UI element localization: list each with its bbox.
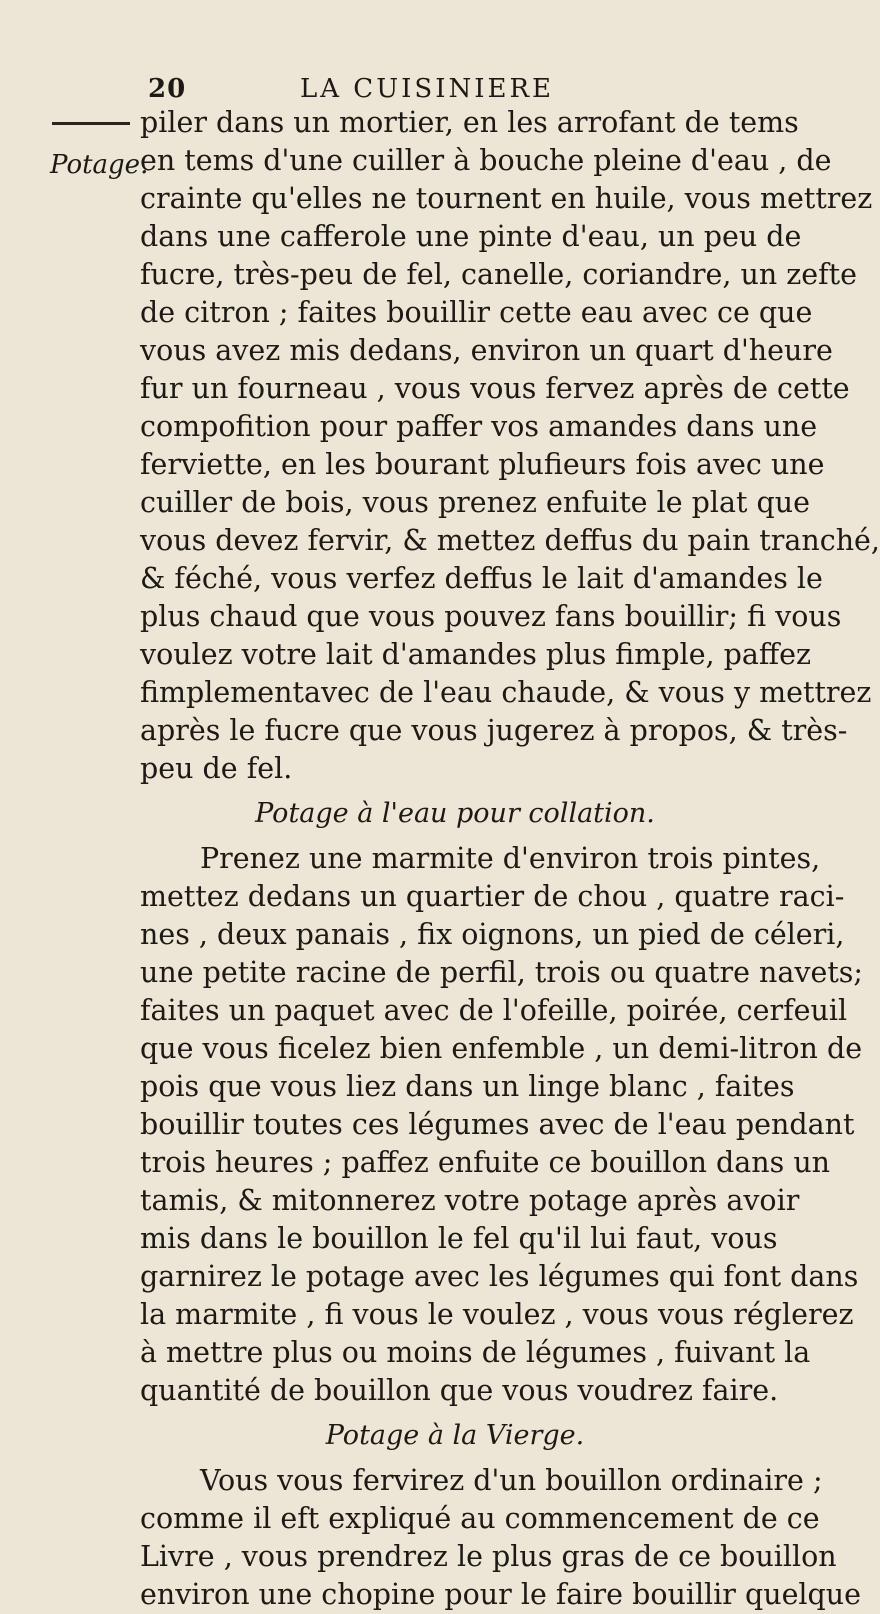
text-line: trois heures ; paffez enfuite ce bouillon dans un [140,1146,831,1179]
text-line: fucre, très-peu de fel, canelle, coriandre, un zefte [140,258,857,291]
body-text [140,104,880,1614]
section-heading: Potage à la Vierge. [325,1420,585,1451]
text-line: après le fucre que vous jugerez à propos, & très- [140,714,848,747]
text-line: mettez dedans un quartier de chou , quatre raci- [140,880,845,913]
text-line: garnirez le potage avec les légumes qui font dans [140,1260,859,1293]
text-line: en tems d'une cuiller à bouche pleine d'eau , de [140,144,832,177]
running-title: LA CUISINIERE [300,74,555,104]
text-line: crainte qu'elles ne tournent en huile, vous mettrez [140,182,873,215]
text-line: fur un fourneau , vous vous fervez après de cette [140,372,850,405]
text-line: fimplementavec de l'eau chaude, & vous y mettrez [140,676,872,709]
text-line: pois que vous liez dans un linge blanc , faites [140,1070,795,1103]
text-line: compofition pour paffer vos amandes dans une [140,410,818,443]
text-line: quantité de bouillon que vous voudrez faire. [140,1374,779,1407]
text-line: comme il eft expliqué au commencement de ce [140,1502,820,1535]
text-line: ferviette, en les bourant plufieurs fois avec une [140,448,825,481]
text-line: la marmite , fi vous le voulez , vous vous réglerez [140,1298,854,1331]
text-line: une petite racine de perfil, trois ou quatre navets; [140,956,864,989]
text-line: & féché, vous verfez deffus le lait d'amandes le [140,562,823,595]
section-heading: Potage à l'eau pour collation. [255,798,655,829]
text-line: nes , deux panais , fix oignons, un pied de céleri, [140,918,845,951]
margin-rule [52,122,130,125]
text-line: mis dans le bouillon le fel qu'il lui faut, vous [140,1222,778,1255]
text-line: voulez votre lait d'amandes plus fimple, paffez [140,638,812,671]
text-line: à mettre plus ou moins de légumes , fuivant la [140,1336,811,1369]
text-line: Vous vous fervirez d'un bouillon ordinaire ; [200,1464,823,1497]
text-line: bouillir toutes ces légumes avec de l'eau pendant [140,1108,855,1141]
text-line: piler dans un mortier, en les arrofant de tems [140,106,799,139]
text-line: plus chaud que vous pouvez fans bouillir; fi vous [140,600,842,633]
text-line: environ une chopine pour le faire bouillir quelque [140,1578,862,1611]
text-line: Prenez une marmite d'environ trois pintes, [200,842,821,875]
text-line: faites un paquet avec de l'ofeille, poirée, cerfeuil [140,994,848,1027]
text-line: de citron ; faites bouillir cette eau avec ce que [140,296,813,329]
text-line: Livre , vous prendrez le plus gras de ce bouillon [140,1540,837,1573]
text-line: vous devez fervir, & mettez deffus du pain tranché, [140,524,880,557]
paragraph-vierge-soup [140,1462,862,1614]
text-line: peu de fel. [140,752,293,785]
page-number: 20 [148,74,187,104]
paragraph-water-soup [140,840,864,1410]
text-line: cuiller de bois, vous prenez enfuite le plat que [140,486,810,519]
text-line: tamis, & mitonnerez votre potage après avoir [140,1184,800,1217]
margin-note: Potage. [50,150,149,180]
paragraph-almond-milk [140,104,880,788]
text-line: que vous ficelez bien enfemble , un demi-litron de [140,1032,863,1065]
text-line: vous avez mis dedans, environ un quart d'heure [140,334,833,367]
text-line: dans une cafferole une pinte d'eau, un peu de [140,220,802,253]
